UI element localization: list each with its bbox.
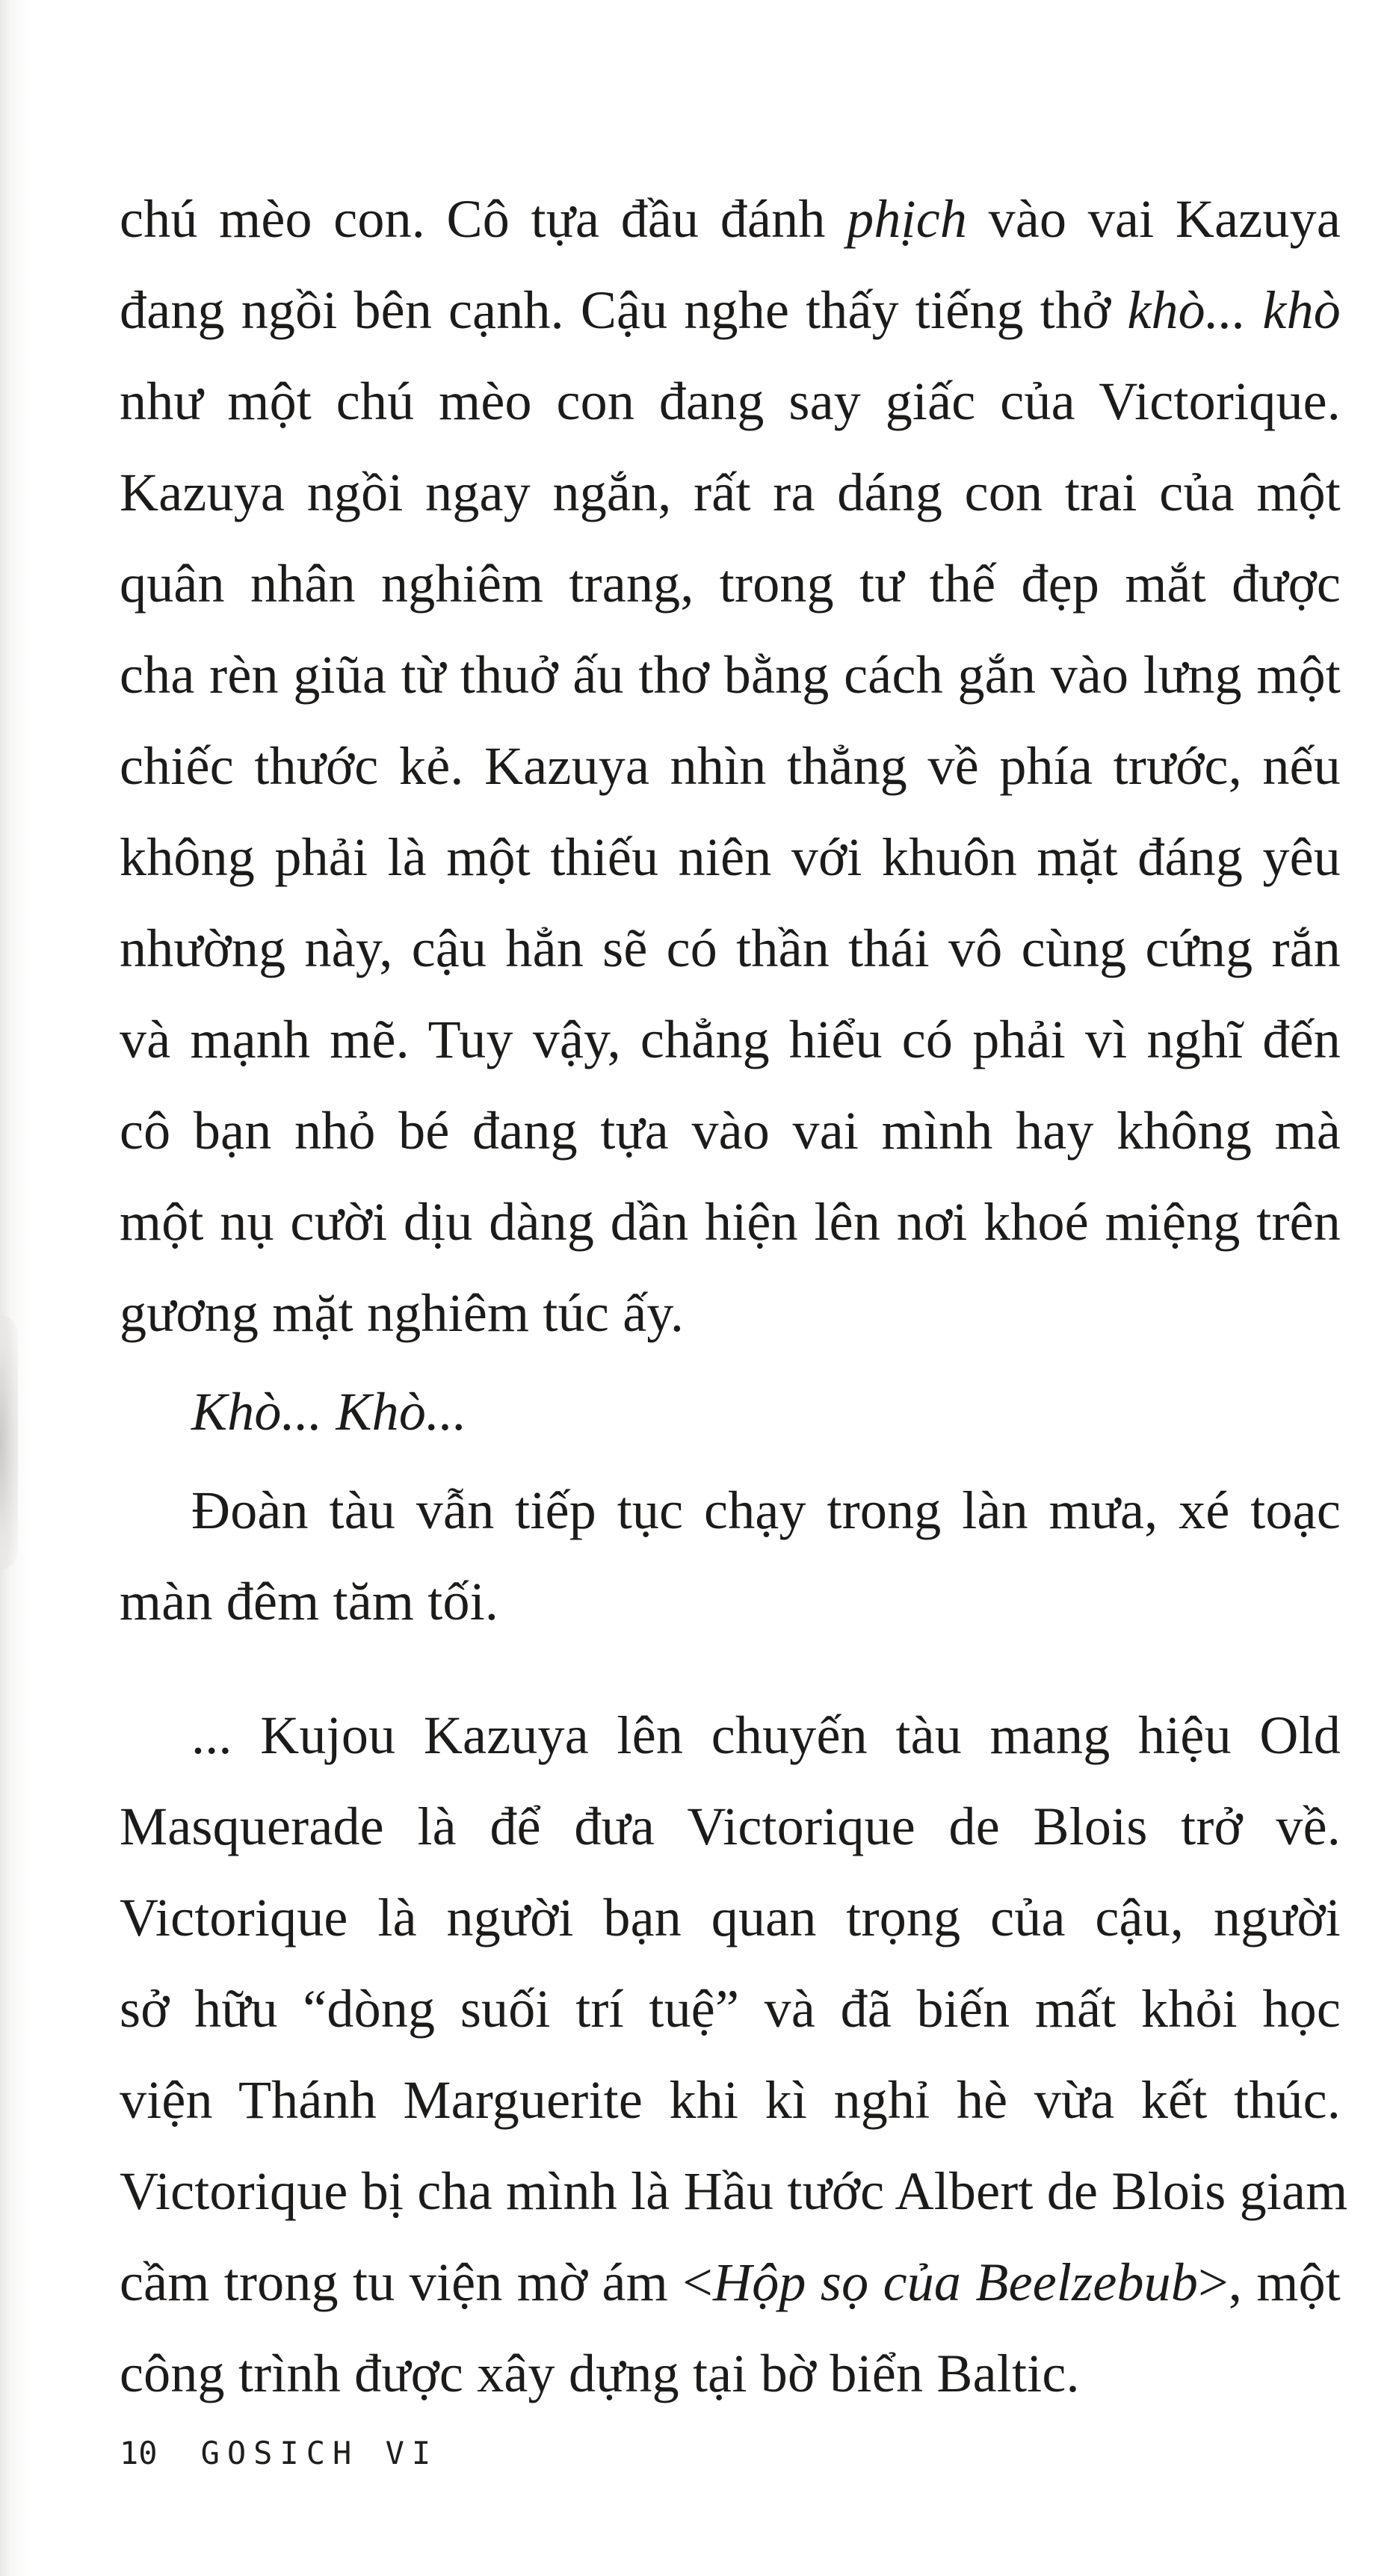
text-line: sở hữu “dòng suối trí tuệ” và đã biến mất khỏi học: [120, 1979, 1341, 2039]
text-line: gương mặt nghiêm túc ấy.: [120, 1283, 685, 1343]
page-footer: [120, 2435, 438, 2471]
text-line: và mạnh mẽ. Tuy vậy, chẳng hiểu có phải vì nghĩ đến: [120, 1010, 1341, 1069]
text-line: chiếc thước kẻ. Kazuya nhìn thẳng về phía trước, nếu: [120, 736, 1341, 796]
paragraph-2: [120, 1366, 1341, 1457]
text-line: Kazuya ngồi ngay ngắn, rất ra dáng con trai của một: [120, 463, 1341, 522]
text-line: Đoàn tàu vẫn tiếp tục chạy trong làn mưa, xé toạc: [191, 1480, 1341, 1540]
text-line: như một chú mèo con đang say giấc của Victorique.: [120, 371, 1341, 431]
paragraph-3: [120, 1465, 1341, 1647]
text-line: Victorique là người bạn quan trọng của cậu, người: [120, 1888, 1341, 1948]
page-number: 10: [120, 2435, 158, 2471]
italic-text: phịch: [847, 189, 968, 249]
text-line: một nụ cười dịu dàng dần hiện lên nơi khoé miệng trên: [120, 1192, 1341, 1252]
text-line: công trình được xây dựng tại bờ biển Baltic.: [120, 2344, 1080, 2403]
italic-text: khò... khò: [1127, 280, 1341, 340]
text-section-2: [120, 1690, 1348, 2419]
text-line: không phải là một thiếu niên với khuôn mặt đáng yêu: [120, 827, 1341, 887]
text-line: quân nhân nghiêm trang, trong tư thế đẹp mắt được: [120, 554, 1341, 614]
text-line: đang ngồi bên cạnh. Cậu nghe thấy tiếng thở khò... khò: [120, 280, 1341, 340]
text-line: ... Kujou Kazuya lên chuyến tàu mang hiệu Old: [191, 1705, 1341, 1765]
text-line: chú mèo con. Cô tựa đầu đánh phịch vào vai Kazuya: [120, 189, 1341, 249]
text-line: viện Thánh Marguerite khi kì nghỉ hè vừa kết thúc.: [120, 2070, 1341, 2130]
paragraph-4: [120, 1690, 1348, 2419]
text-line: màn đêm tăm tối.: [120, 1572, 499, 1631]
page-edge-shadow: [0, 1315, 18, 1569]
text-line: nhường này, cậu hẳn sẽ có thần thái vô cùng cứng rắn: [120, 918, 1341, 978]
text-line: cha rèn giũa từ thuở ấu thơ bằng cách gắn vào lưng một: [120, 645, 1341, 705]
text-line: cô bạn nhỏ bé đang tựa vào vai mình hay không mà: [120, 1101, 1341, 1161]
paragraph-1: [120, 173, 1341, 1359]
text-line: Masquerade là để đưa Victorique de Blois trở về.: [120, 1797, 1341, 1856]
text-section-1: [120, 173, 1341, 1647]
running-title: GOSICH VI: [200, 2435, 439, 2471]
italic-text: Hộp sọ của Beelzebub: [713, 2252, 1199, 2312]
text-line: Khò... Khò...: [191, 1382, 467, 1442]
text-line: Victorique bị cha mình là Hầu tước Albert de Blois giam: [120, 2161, 1348, 2221]
text-line: cầm trong tu viện mờ ám <Hộp sọ của Beelzebub>, một: [120, 2252, 1341, 2312]
